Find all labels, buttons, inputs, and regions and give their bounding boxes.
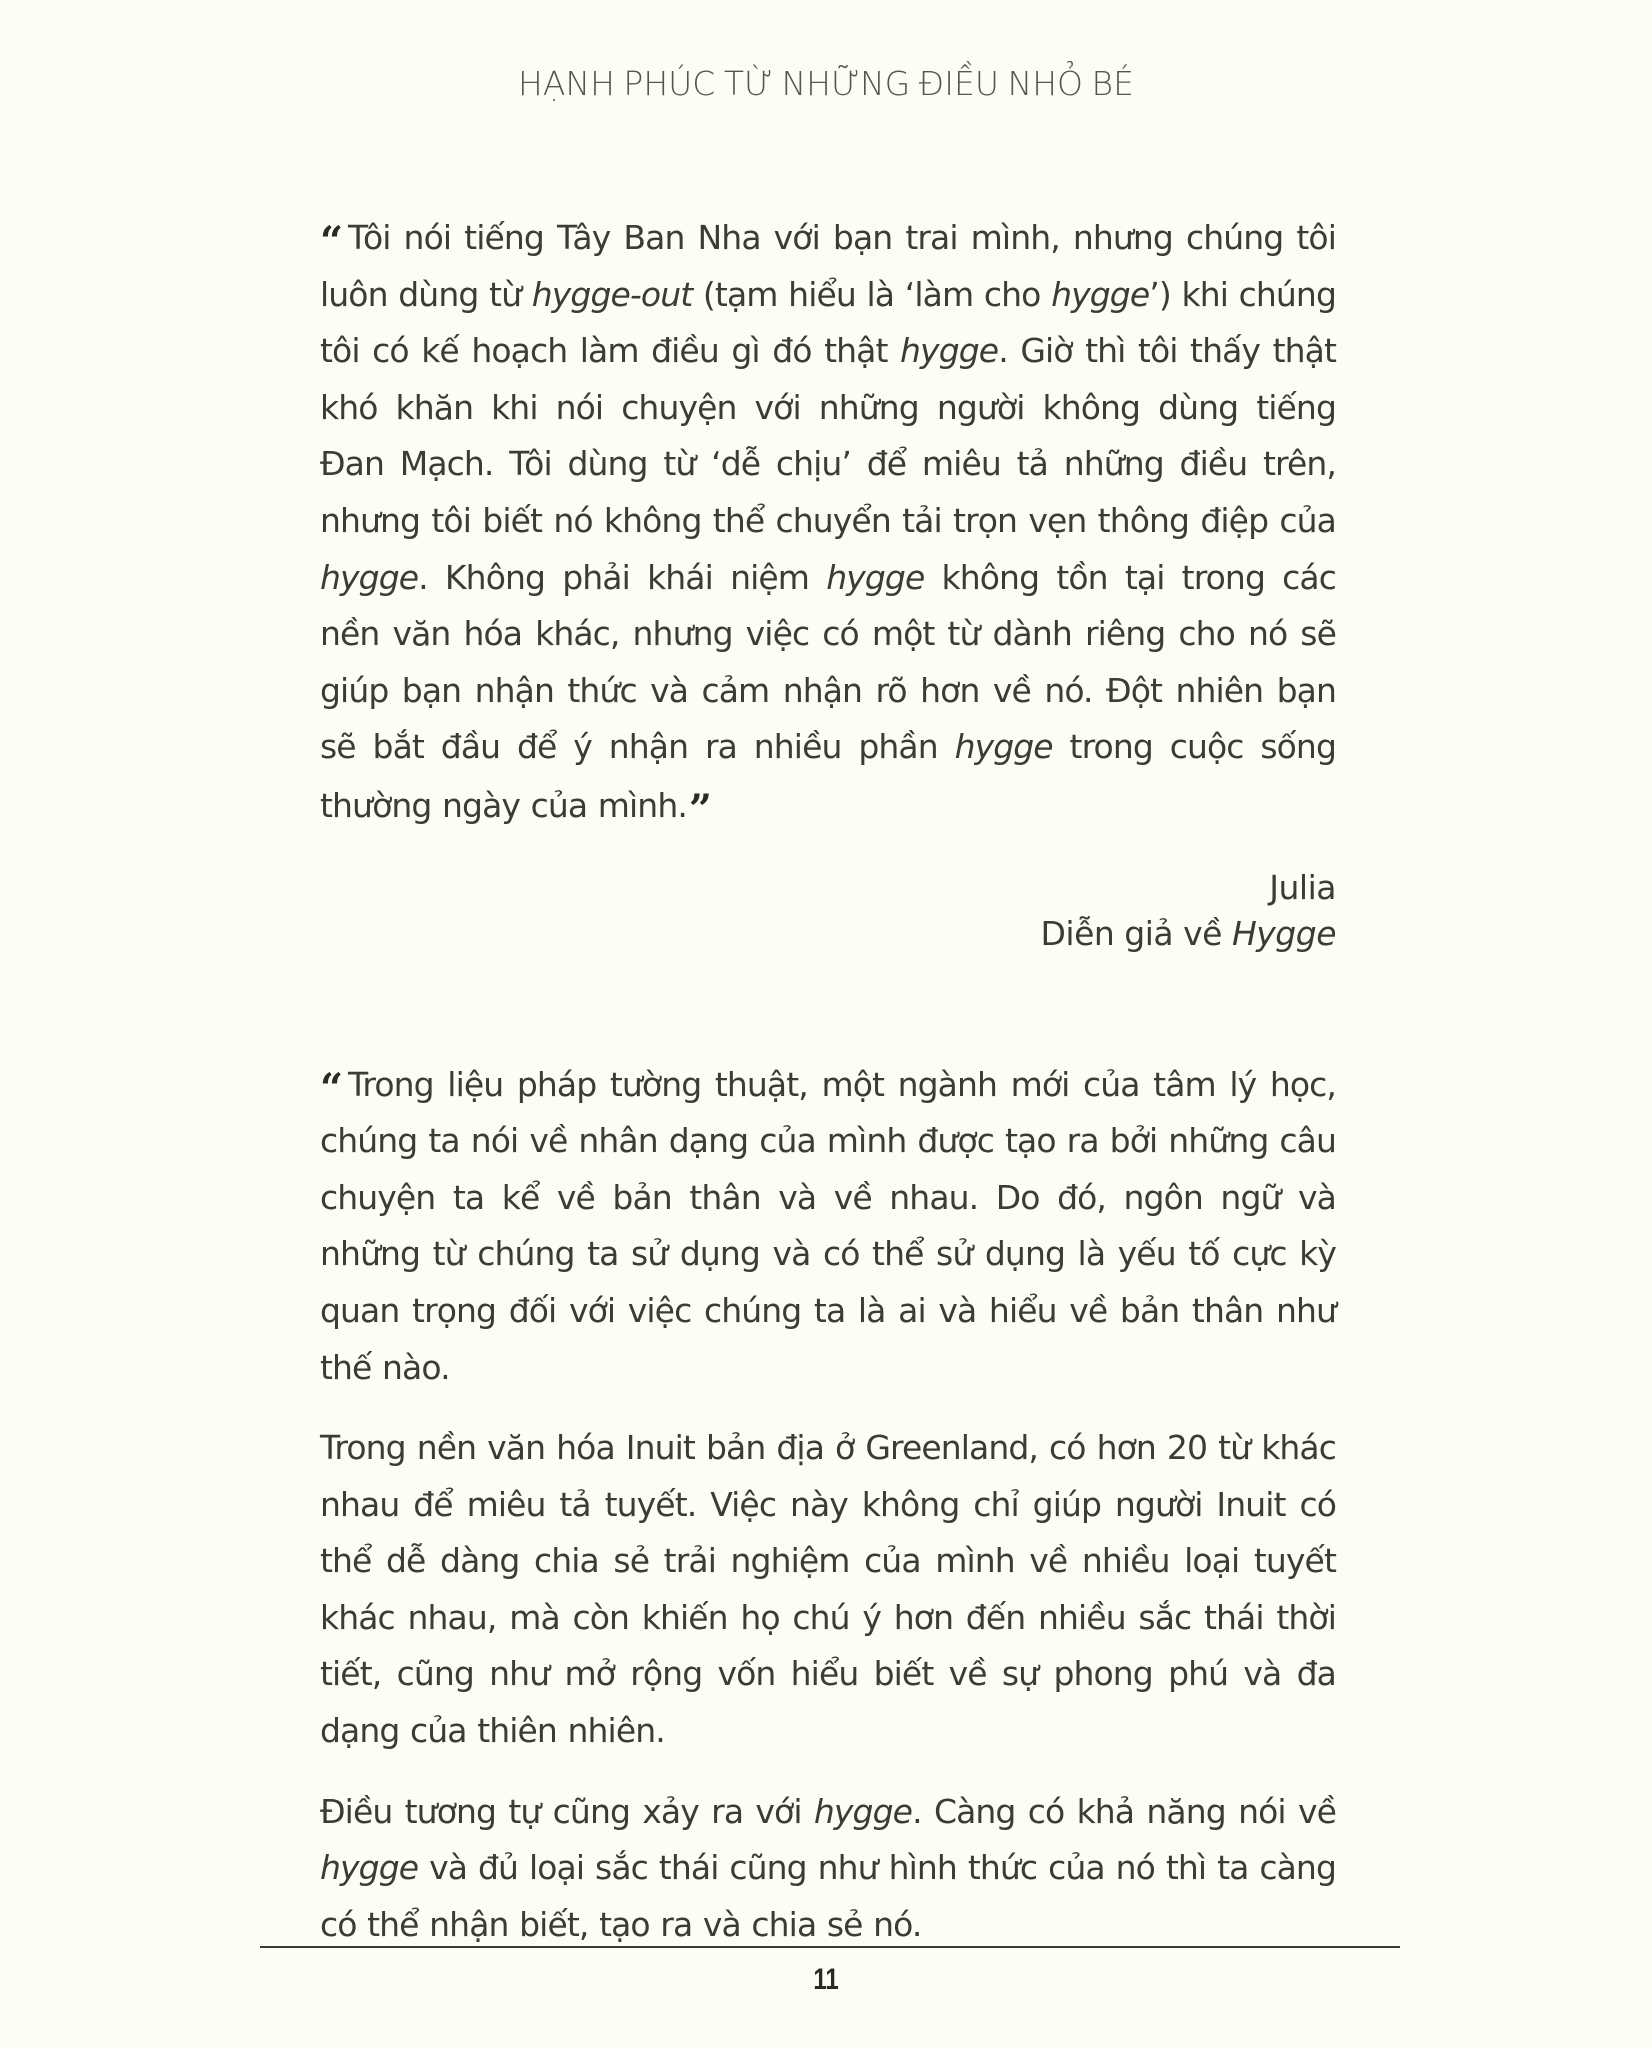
quote-text: trong cuộc sống thường ngày của mình. <box>320 727 1336 825</box>
attribution-name: Julia <box>1269 867 1336 907</box>
page-content <box>320 208 1336 1953</box>
italic-term: hygge <box>813 1791 913 1831</box>
italic-term: hygge <box>900 331 999 371</box>
italic-term: hygge <box>320 557 419 597</box>
quote-text: . Không phải khái niệm <box>418 557 827 597</box>
quote-text: . Giờ thì tôi thấy thật khó khăn khi nói chuyện với những người không dùng tiếng Đan Mạch. Tôi dùng từ ‘dễ chịu’ để miêu tả những điều trên, nhưng tôi biết nó không thể chuyển tải trọn vẹn thông điệp của <box>320 331 1337 540</box>
paragraph-inuit: Trong nền văn hóa Inuit bản địa ở Greenland, có hơn 20 từ khác nhau để miêu tả tuyết. Việc này không chỉ giúp người Inuit có thể dễ dàng chia sẻ trải nghiệm của mình về nhiều loại tuyết khác nhau, mà còn khiến họ chú ý hơn đến nhiều sắc thái thời tiết, cũng như mở rộng vốn hiểu biết về sự phong phú và đa dạng của thiên nhiên. <box>320 1428 1336 1751</box>
italic-term: hygge-out <box>531 274 693 314</box>
quote-narrative-therapy <box>320 1055 1336 1397</box>
quote-text: (tạm hiểu là ‘làm cho <box>692 274 1052 314</box>
italic-term: hygge <box>1051 274 1150 314</box>
role-text: Diễn giả về <box>1040 913 1232 953</box>
open-quote-icon: “ <box>320 218 339 265</box>
body-text: Điều tương tự cũng xảy ra với <box>320 1791 814 1831</box>
close-quote-icon: ” <box>688 785 707 833</box>
italic-term: hygge <box>320 1848 419 1888</box>
body-text: . Càng có khả năng nói về <box>912 1791 1336 1831</box>
quote-text: ’) khi chúng tôi có kế hoạch làm điều gì đó thật <box>320 274 1336 371</box>
quote-julia <box>320 208 1336 835</box>
paragraph-conclusion <box>320 1784 1336 1954</box>
page-number: 11 <box>813 1963 839 1996</box>
quote-text: Tôi nói tiếng Tây Ban Nha với bạn trai mình, nhưng chúng tôi luôn dùng từ <box>320 218 1336 314</box>
running-header: HẠNH PHÚC TỪ NHỮNG ĐIỀU NHỎ BÉ <box>518 64 1134 103</box>
open-quote-icon: “ <box>320 1064 339 1112</box>
body-text: và đủ loại sắc thái cũng như hình thức của nó thì ta càng có thể nhận biết, tạo ra và chia sẻ nó. <box>320 1848 1336 1944</box>
quote-text: Trong liệu pháp tường thuật, một ngành mới của tâm lý học, chúng ta nói về nhân dạng của mình được tạo ra bởi những câu chuyện ta kể về bản thân và về nhau. Do đó, ngôn ngữ và những từ chúng ta sử dụng và có thể sử dụng là yếu tố cực kỳ quan trọng đối với việc chúng ta là ai và hiểu về bản thân như thế nào. <box>320 1064 1336 1387</box>
quote-attribution <box>320 865 1336 957</box>
italic-term: hygge <box>954 727 1053 767</box>
italic-term: hygge <box>826 557 925 597</box>
attribution-role <box>320 911 1336 957</box>
footer-divider <box>260 1946 1400 1948</box>
role-italic: Hygge <box>1231 913 1336 953</box>
quote-text: không tồn tại trong các nền văn hóa khác, nhưng việc có một từ dành riêng cho nó sẽ giúp bạn nhận thức và cảm nhận rõ hơn về nó. Đột nhiên bạn sẽ bắt đầu để ý nhận ra nhiều phần <box>320 557 1336 767</box>
